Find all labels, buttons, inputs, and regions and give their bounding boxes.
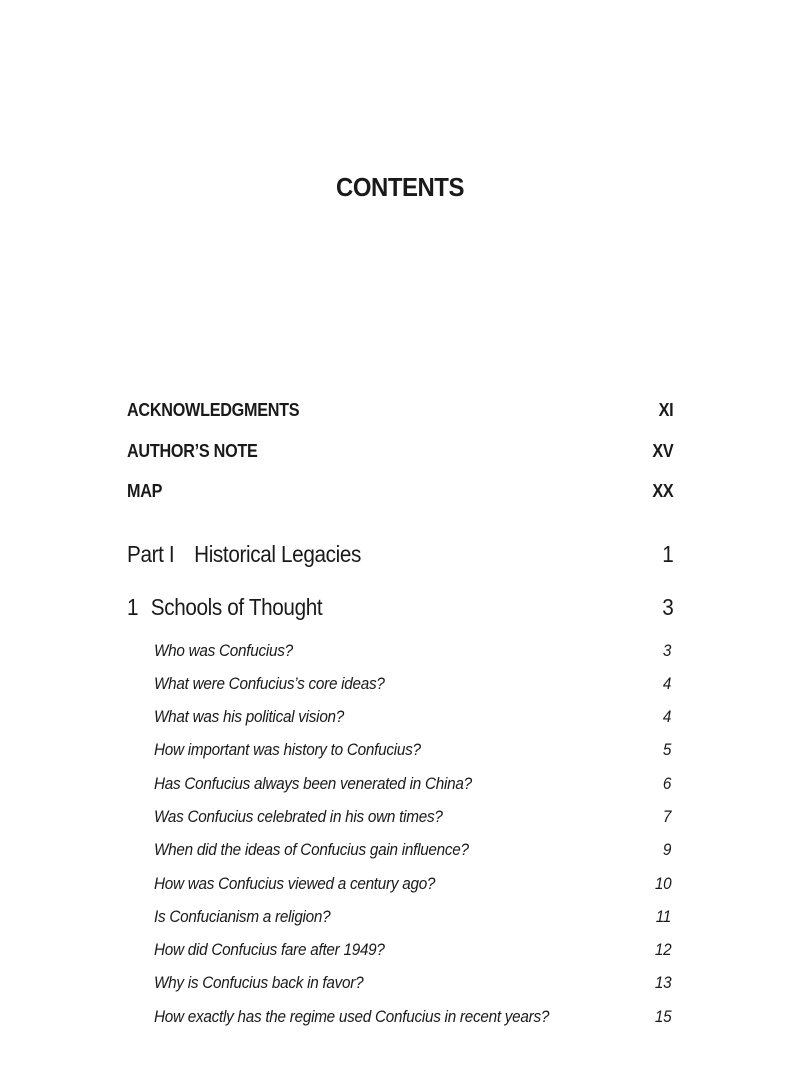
toc-entry-acknowledgments[interactable] [127, 400, 673, 421]
toc-entry-page: 1 [661, 541, 673, 567]
toc-entry-label: AUTHOR’S NOTE [127, 441, 258, 461]
toc-question-label: How important was history to Confucius? [154, 740, 421, 759]
toc-question-label: How exactly has the regime used Confucius in recent years? [154, 1007, 550, 1026]
toc-entry-chapter[interactable] [127, 594, 673, 621]
toc-entry-label: MAP [127, 481, 163, 501]
toc-question-page: 6 [662, 774, 671, 793]
toc-part-prefix: Part I [127, 541, 175, 567]
toc-entry-page: XV [651, 441, 673, 461]
toc-question[interactable] [154, 1007, 671, 1027]
toc-question[interactable] [154, 641, 671, 661]
toc-question-page: 4 [662, 674, 671, 693]
toc-question-page: 4 [662, 707, 671, 726]
toc-question[interactable] [154, 807, 671, 827]
toc-entry-page: XX [651, 481, 673, 501]
toc-question-label: What were Confucius’s core ideas? [154, 674, 385, 693]
toc-entry-part[interactable] [127, 541, 673, 568]
toc-chapter-heading [127, 594, 322, 621]
toc-question[interactable] [154, 740, 671, 760]
toc-question-page: 11 [655, 907, 671, 926]
toc-question-page: 5 [662, 740, 671, 759]
toc-question-label: How was Confucius viewed a century ago? [154, 874, 436, 893]
toc-question-page: 3 [662, 641, 671, 660]
toc-entry-map[interactable] [127, 481, 673, 502]
toc-question-label: What was his political vision? [154, 707, 345, 726]
toc-part-heading [127, 541, 361, 568]
toc-chapter-label: Schools of Thought [150, 594, 323, 620]
toc-question-page: 7 [662, 807, 671, 826]
toc-entry-label: ACKNOWLEDGMENTS [127, 400, 300, 420]
toc-entry-page: XI [658, 400, 673, 420]
toc-question-label: When did the ideas of Confucius gain influence? [154, 840, 469, 859]
toc-question-label: Has Confucius always been venerated in China? [154, 774, 472, 793]
toc-question-label: Why is Confucius back in favor? [154, 973, 364, 992]
toc-question[interactable] [154, 874, 671, 894]
toc-question-page: 15 [654, 1007, 671, 1026]
toc-question[interactable] [154, 973, 671, 993]
toc-question-page: 12 [654, 940, 671, 959]
page-title: CONTENTS [336, 172, 464, 202]
toc-question-page: 13 [654, 973, 671, 992]
toc-question-page: 9 [662, 840, 671, 859]
toc-question[interactable] [154, 774, 671, 794]
toc-question[interactable] [154, 840, 671, 860]
toc-question-label: Is Confucianism a religion? [154, 907, 331, 926]
toc-entry-page: 3 [661, 594, 673, 620]
toc-question[interactable] [154, 707, 671, 727]
toc-question[interactable] [154, 674, 671, 694]
toc-question[interactable] [154, 940, 671, 960]
toc-question-label: Was Confucius celebrated in his own times? [154, 807, 443, 826]
toc-part-label: Historical Legacies [194, 541, 361, 567]
toc-question[interactable] [154, 907, 671, 927]
toc-question-label: Who was Confucius? [154, 641, 293, 660]
toc-entry-authors-note[interactable] [127, 441, 673, 462]
toc-question-label: How did Confucius fare after 1949? [154, 940, 385, 959]
toc-question-page: 10 [654, 874, 671, 893]
toc-chapter-number: 1 [127, 594, 139, 620]
